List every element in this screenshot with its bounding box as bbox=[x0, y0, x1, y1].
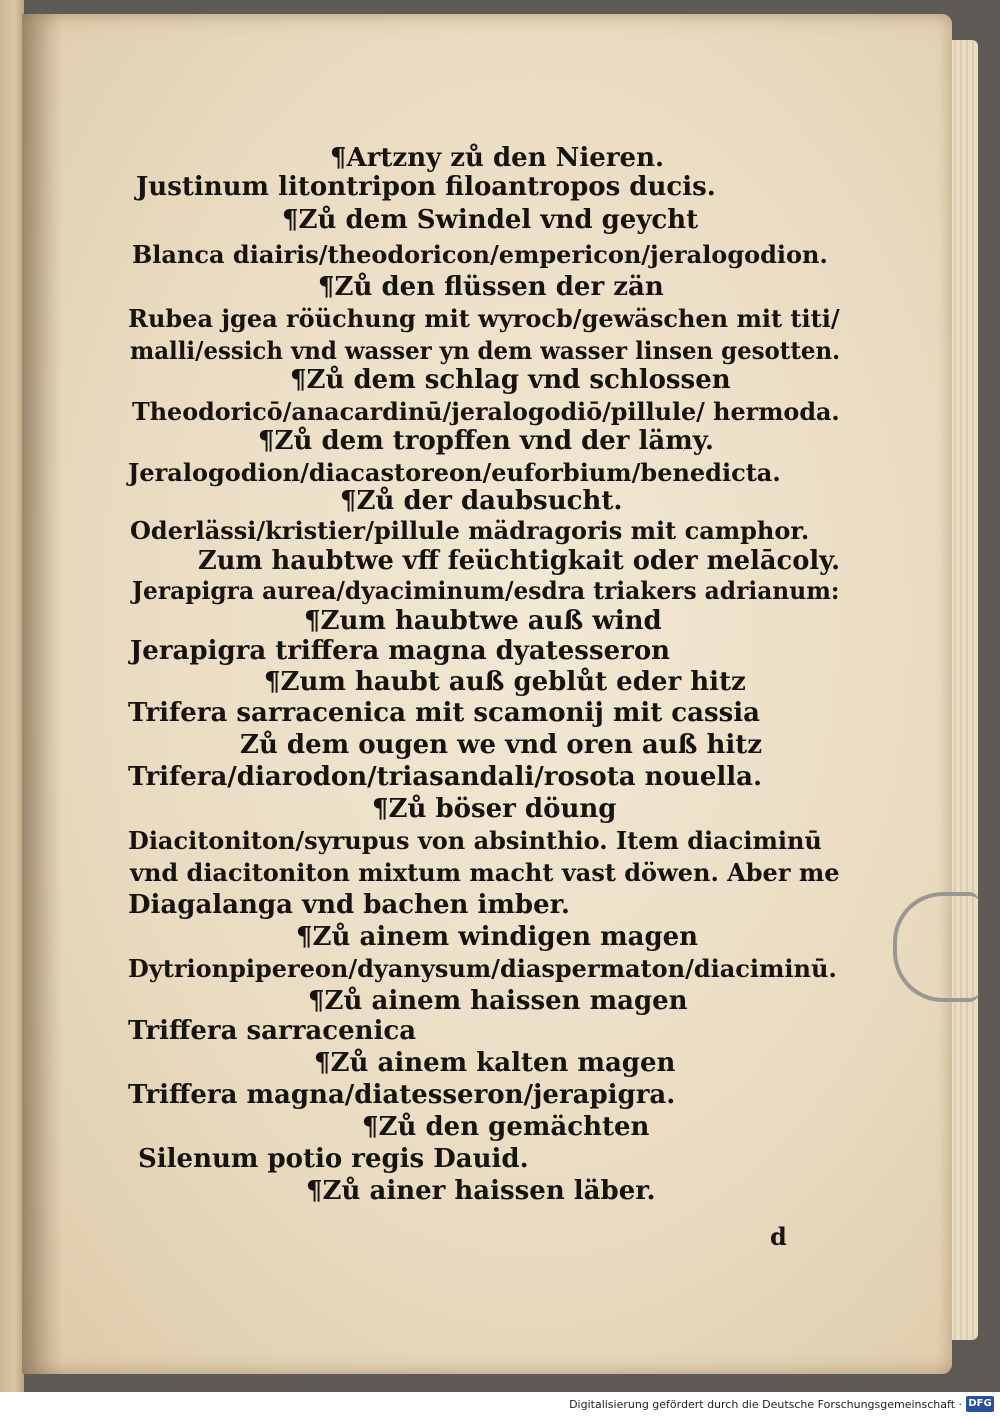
text-line: Silenum potio regis Dauid. bbox=[138, 1144, 529, 1174]
text-line: Diagalanga vnd bachen imber. bbox=[128, 890, 570, 920]
text-line: Jerapigra triffera magna dyatesseron bbox=[130, 636, 671, 666]
text-line: Dytrionpipereon/dyanysum/diaspermaton/diaciminū. bbox=[128, 954, 837, 983]
heading-line: ¶Zů ainem haissen magen bbox=[308, 986, 688, 1016]
footer-bar bbox=[0, 1392, 1000, 1419]
heading-line: ¶Zů dem schlag vnd schlossen bbox=[290, 365, 731, 395]
text-line: Blanca diairis/theodoricon/empericon/jeralogodion. bbox=[132, 240, 828, 269]
text-line: malli/essich vnd wasser yn dem wasser linsen gesotten. bbox=[130, 336, 841, 365]
dfg-logo-icon: DFG bbox=[966, 1396, 994, 1412]
signature-mark: d bbox=[770, 1222, 787, 1251]
text-line: Trifera/diarodon/triasandali/rosota nouella. bbox=[128, 762, 763, 792]
heading-line: ¶Artzny zů den Nieren. bbox=[330, 143, 665, 173]
text-line: Trifera sarracenica mit scamonij mit cassia bbox=[128, 698, 760, 728]
text-line: Diacitoniton/syrupus von absinthio. Item diaciminū bbox=[128, 826, 822, 855]
heading-line: ¶Zů den flüssen der zän bbox=[318, 272, 664, 302]
text-line: Jerapigra aurea/dyaciminum/esdra triakers adrianum: bbox=[132, 576, 840, 605]
text-line: Triffera magna/diatesseron/jerapigra. bbox=[128, 1080, 676, 1110]
heading-line: ¶Zum haubt auß geblůt eder hitz bbox=[264, 667, 746, 697]
heading-line: ¶Zů dem tropffen vnd der lämy. bbox=[258, 426, 714, 456]
text-line: Oderlässi/kristier/pillule mädragoris mit camphor. bbox=[130, 516, 810, 545]
heading-line: ¶Zů dem Swindel vnd geycht bbox=[282, 205, 699, 235]
heading-line: ¶Zum haubtwe auß wind bbox=[304, 606, 662, 636]
heading-line: ¶Zů ainem windigen magen bbox=[296, 922, 699, 952]
text-line: Rubea jgea röüchung mit wyrocb/gewäschen mit titi/ bbox=[128, 304, 840, 333]
heading-line: ¶Zů ainer haissen läber. bbox=[306, 1176, 656, 1206]
text-line: Justinum litontripon filoantropos ducis. bbox=[136, 172, 716, 202]
heading-line: ¶Zů der daubsucht. bbox=[340, 486, 623, 516]
heading-line: ¶Zů ainem kalten magen bbox=[314, 1048, 676, 1078]
heading-line: Zum haubtwe vff feüchtigkait oder melācoly. bbox=[198, 546, 841, 576]
text-line: Theodoricō/anacardinū/jeralogodiō/pillule/ hermoda. bbox=[132, 397, 840, 426]
heading-line: ¶Zů böser döung bbox=[372, 794, 617, 824]
heading-line: ¶Zů den gemächten bbox=[362, 1112, 650, 1142]
text-line: Jeralogodion/diacastoreon/euforbium/benedicta. bbox=[128, 458, 781, 487]
text-line: vnd diacitoniton mixtum macht vast döwen. Aber me bbox=[130, 858, 840, 887]
heading-line: Zů dem ougen we vnd oren auß hitz bbox=[240, 730, 763, 760]
digitization-credit: Digitalisierung gefördert durch die Deutsche Forschungsgemeinschaft · bbox=[569, 1398, 962, 1411]
text-line: Triffera sarracenica bbox=[128, 1016, 417, 1046]
